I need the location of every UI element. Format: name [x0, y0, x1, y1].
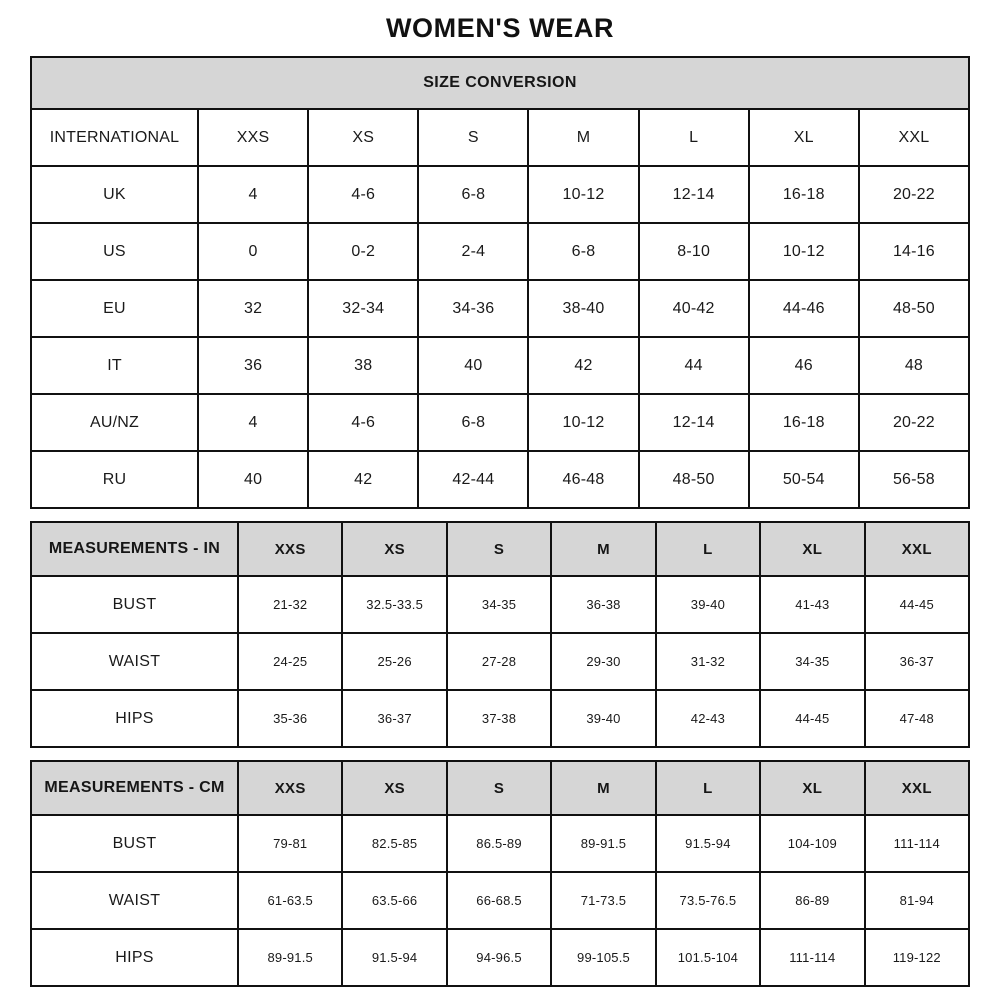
cell: 4 [198, 166, 308, 223]
cell: 38-40 [528, 280, 638, 337]
cell: 46-48 [528, 451, 638, 508]
table-row-waist-in [31, 633, 969, 690]
row-label: BUST [31, 576, 238, 633]
row-label: AU/NZ [31, 394, 198, 451]
row-label: HIPS [31, 690, 238, 747]
column-header-s: S [447, 761, 551, 815]
cell: 46 [749, 337, 859, 394]
cell: 29-30 [551, 633, 655, 690]
row-label: HIPS [31, 929, 238, 986]
cell: 56-58 [859, 451, 969, 508]
cell: 32 [198, 280, 308, 337]
cell: 40 [198, 451, 308, 508]
cell: 44-45 [865, 576, 969, 633]
size-conversion-title: SIZE CONVERSION [31, 57, 969, 109]
table-row-hips-cm [31, 929, 969, 986]
cell: 71-73.5 [551, 872, 655, 929]
cell: 24-25 [238, 633, 342, 690]
cell: 119-122 [865, 929, 969, 986]
table-row-us [31, 223, 969, 280]
table-row-aunz [31, 394, 969, 451]
row-label: RU [31, 451, 198, 508]
column-header-s: S [447, 522, 551, 576]
cell: 42-43 [656, 690, 760, 747]
row-label: UK [31, 166, 198, 223]
cell: 36-37 [342, 690, 446, 747]
cell: 104-109 [760, 815, 864, 872]
table-row-ru [31, 451, 969, 508]
cell: 36-37 [865, 633, 969, 690]
cell: 36-38 [551, 576, 655, 633]
cell: 44-45 [760, 690, 864, 747]
cell: 6-8 [418, 394, 528, 451]
cell: 6-8 [418, 166, 528, 223]
cell: 4-6 [308, 166, 418, 223]
column-header-xl: XL [760, 761, 864, 815]
row-label: WAIST [31, 872, 238, 929]
cell: 20-22 [859, 166, 969, 223]
cell: 36 [198, 337, 308, 394]
cell: 61-63.5 [238, 872, 342, 929]
cell: 10-12 [749, 223, 859, 280]
cell: 39-40 [656, 576, 760, 633]
cell: 91.5-94 [656, 815, 760, 872]
cell: 111-114 [865, 815, 969, 872]
cell: 81-94 [865, 872, 969, 929]
cell: 50-54 [749, 451, 859, 508]
column-header-xxs: XXS [198, 109, 308, 166]
cell: 41-43 [760, 576, 864, 633]
column-header-xxl: XXL [865, 761, 969, 815]
column-header-xxl: XXL [865, 522, 969, 576]
cell: 10-12 [528, 394, 638, 451]
cell: 34-36 [418, 280, 528, 337]
cell: 8-10 [639, 223, 749, 280]
column-header-international: INTERNATIONAL [31, 109, 198, 166]
cell: 44-46 [749, 280, 859, 337]
column-header-xs: XS [342, 522, 446, 576]
cell: 39-40 [551, 690, 655, 747]
cell: 42 [308, 451, 418, 508]
cell: 2-4 [418, 223, 528, 280]
cell: 86-89 [760, 872, 864, 929]
cell: 91.5-94 [342, 929, 446, 986]
cell: 47-48 [865, 690, 969, 747]
cell: 89-91.5 [238, 929, 342, 986]
row-label: US [31, 223, 198, 280]
measurements-in-title: MEASUREMENTS - IN [31, 522, 238, 576]
cell: 48-50 [639, 451, 749, 508]
column-header-m: M [528, 109, 638, 166]
table-row-bust-cm [31, 815, 969, 872]
cell: 12-14 [639, 166, 749, 223]
measurements-in-header-row [31, 522, 969, 576]
cell: 20-22 [859, 394, 969, 451]
cell: 42 [528, 337, 638, 394]
cell: 79-81 [238, 815, 342, 872]
column-header-l: L [656, 761, 760, 815]
cell: 38 [308, 337, 418, 394]
cell: 32-34 [308, 280, 418, 337]
cell: 48 [859, 337, 969, 394]
cell: 48-50 [859, 280, 969, 337]
cell: 111-114 [760, 929, 864, 986]
cell: 27-28 [447, 633, 551, 690]
measurements-in-table [30, 521, 970, 748]
column-header-l: L [639, 109, 749, 166]
cell: 6-8 [528, 223, 638, 280]
cell: 12-14 [639, 394, 749, 451]
column-header-s: S [418, 109, 528, 166]
column-header-xl: XL [749, 109, 859, 166]
measurements-cm-header-row [31, 761, 969, 815]
cell: 86.5-89 [447, 815, 551, 872]
column-header-m: M [551, 761, 655, 815]
cell: 82.5-85 [342, 815, 446, 872]
cell: 40-42 [639, 280, 749, 337]
cell: 99-105.5 [551, 929, 655, 986]
row-label: BUST [31, 815, 238, 872]
cell: 31-32 [656, 633, 760, 690]
table-row-hips-in [31, 690, 969, 747]
table-row-eu [31, 280, 969, 337]
size-conversion-table [30, 56, 970, 509]
size-conversion-header-row [31, 57, 969, 109]
cell: 35-36 [238, 690, 342, 747]
column-header-xs: XS [342, 761, 446, 815]
row-label: IT [31, 337, 198, 394]
cell: 4 [198, 394, 308, 451]
cell: 21-32 [238, 576, 342, 633]
column-header-l: L [656, 522, 760, 576]
cell: 42-44 [418, 451, 528, 508]
column-header-xs: XS [308, 109, 418, 166]
measurements-cm-table [30, 760, 970, 987]
table-row-bust-in [31, 576, 969, 633]
cell: 101.5-104 [656, 929, 760, 986]
column-header-xxs: XXS [238, 522, 342, 576]
cell: 0 [198, 223, 308, 280]
cell: 94-96.5 [447, 929, 551, 986]
cell: 16-18 [749, 394, 859, 451]
column-header-xxs: XXS [238, 761, 342, 815]
measurements-cm-title: MEASUREMENTS - CM [31, 761, 238, 815]
row-label: EU [31, 280, 198, 337]
cell: 63.5-66 [342, 872, 446, 929]
cell: 25-26 [342, 633, 446, 690]
size-conversion-column-header-row [31, 109, 969, 166]
cell: 40 [418, 337, 528, 394]
cell: 34-35 [760, 633, 864, 690]
table-row-uk [31, 166, 969, 223]
cell: 44 [639, 337, 749, 394]
cell: 34-35 [447, 576, 551, 633]
cell: 66-68.5 [447, 872, 551, 929]
table-row-waist-cm [31, 872, 969, 929]
cell: 73.5-76.5 [656, 872, 760, 929]
cell: 14-16 [859, 223, 969, 280]
column-header-m: M [551, 522, 655, 576]
cell: 0-2 [308, 223, 418, 280]
table-row-it [31, 337, 969, 394]
column-header-xxl: XXL [859, 109, 969, 166]
cell: 32.5-33.5 [342, 576, 446, 633]
cell: 89-91.5 [551, 815, 655, 872]
cell: 4-6 [308, 394, 418, 451]
cell: 10-12 [528, 166, 638, 223]
cell: 16-18 [749, 166, 859, 223]
page-title: WOMEN'S WEAR [385, 13, 615, 43]
row-label: WAIST [31, 633, 238, 690]
column-header-xl: XL [760, 522, 864, 576]
cell: 37-38 [447, 690, 551, 747]
